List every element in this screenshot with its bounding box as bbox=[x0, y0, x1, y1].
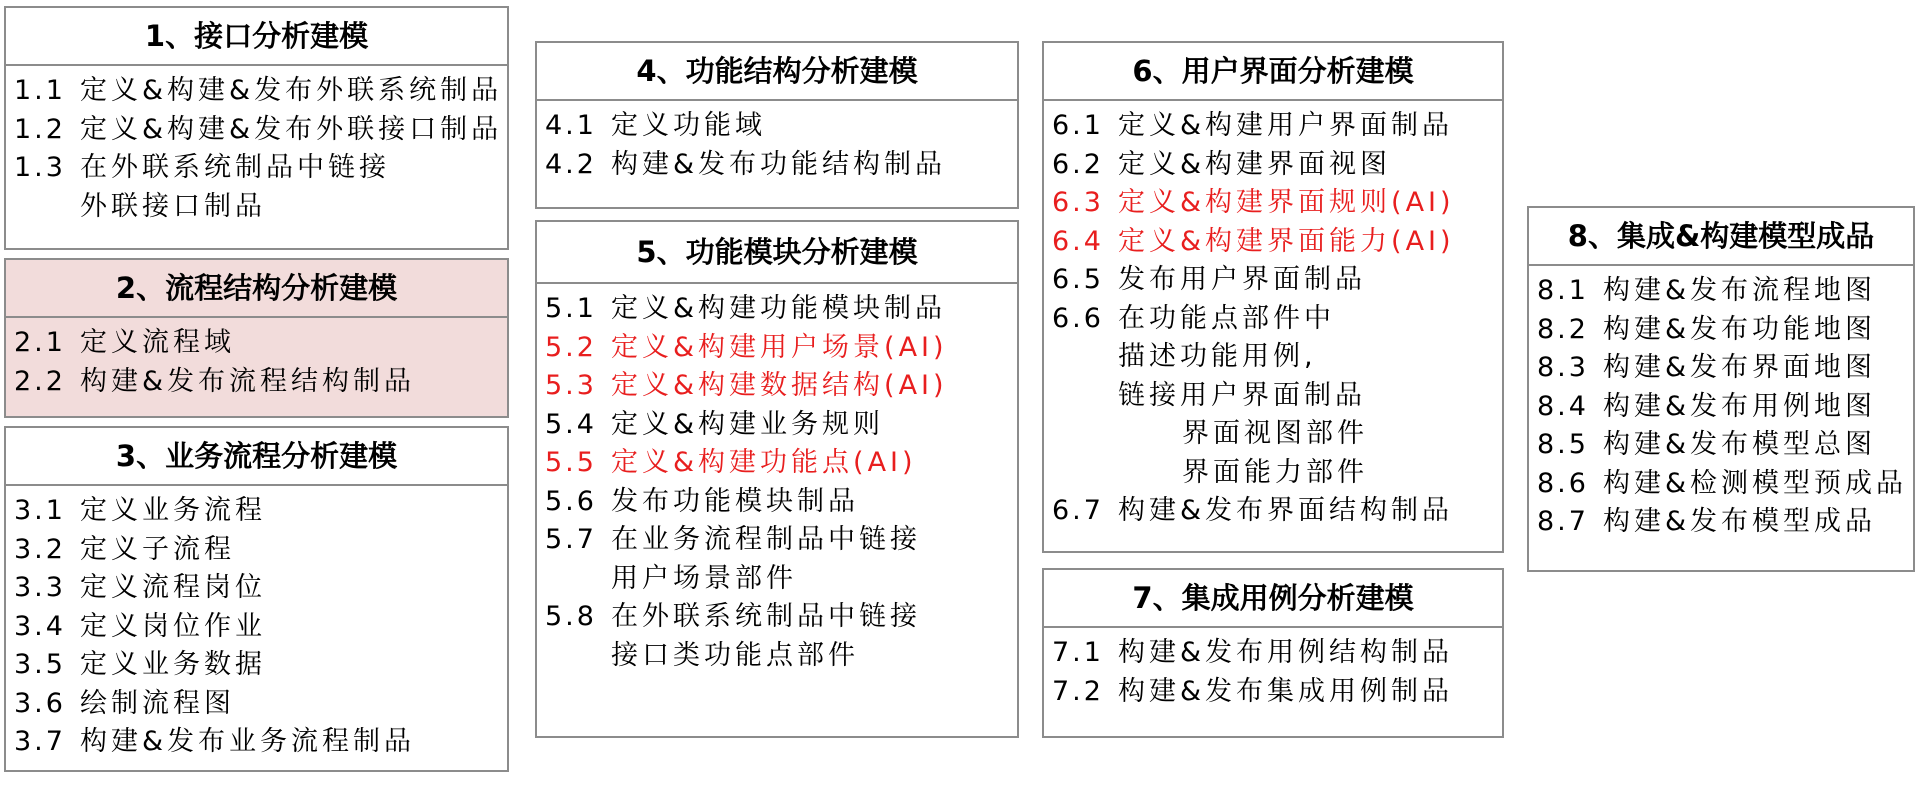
item-number: 1.3 bbox=[14, 152, 66, 183]
box-title: 7、集成用例分析建模 bbox=[1044, 570, 1502, 628]
box-title: 6、用户界面分析建模 bbox=[1044, 43, 1502, 101]
item-number: 3.6 bbox=[14, 687, 66, 719]
item-number: 8.2 bbox=[1537, 313, 1589, 345]
item-number: 6.2 bbox=[1052, 148, 1104, 180]
box-title: 8、集成&构建模型成品 bbox=[1529, 208, 1913, 266]
item-text: 定义业务流程 bbox=[80, 495, 266, 526]
item-text: 构建&发布集成用例制品 bbox=[1118, 675, 1454, 707]
item-text: 构建&发布模型总图 bbox=[1603, 429, 1877, 460]
item-number: 6.3 bbox=[1052, 187, 1104, 218]
list-item bbox=[1052, 146, 1502, 185]
item-number: 5.6 bbox=[545, 485, 597, 517]
item-number: 7.2 bbox=[1052, 675, 1104, 707]
list-item bbox=[14, 149, 507, 226]
list-item bbox=[545, 521, 1017, 598]
item-text-continued: 链接用户界面制品 bbox=[1118, 379, 1366, 411]
list-item bbox=[14, 72, 507, 111]
item-text: 定义&构建用户界面制品 bbox=[1118, 110, 1454, 141]
item-number: 5.1 bbox=[545, 293, 597, 324]
item-text-continued: 用户场景部件 bbox=[611, 562, 797, 594]
item-number: 4.2 bbox=[545, 148, 597, 180]
box-items bbox=[1044, 628, 1502, 711]
item-number: 8.5 bbox=[1537, 429, 1589, 460]
item-text: 构建&发布用例地图 bbox=[1603, 390, 1877, 422]
item-number: 8.7 bbox=[1537, 506, 1589, 537]
item-number: 2.1 bbox=[14, 327, 66, 358]
item-number: 7.1 bbox=[1052, 637, 1104, 668]
item-sub-text: 界面能力部件 bbox=[1182, 456, 1368, 488]
item-text: 定义&构建用户场景(AI) bbox=[611, 331, 948, 363]
item-text: 定义&构建数据结构(AI) bbox=[611, 370, 948, 401]
item-text: 发布用户界面制品 bbox=[1118, 264, 1366, 295]
list-item bbox=[14, 492, 507, 531]
box-items bbox=[6, 66, 507, 226]
box-integrate-build-model-product bbox=[1527, 206, 1915, 572]
list-item bbox=[545, 483, 1017, 522]
item-text: 定义功能域 bbox=[611, 110, 766, 141]
list-item-ai bbox=[545, 329, 1017, 368]
item-number: 6.1 bbox=[1052, 110, 1104, 141]
item-number: 3.7 bbox=[14, 726, 66, 757]
list-item bbox=[14, 646, 507, 685]
box-function-structure-analysis bbox=[535, 41, 1019, 209]
item-number: 8.3 bbox=[1537, 352, 1589, 383]
item-text-continued: 描述功能用例, bbox=[1118, 341, 1317, 372]
item-text: 在功能点部件中 bbox=[1118, 302, 1335, 334]
box-title: 4、功能结构分析建模 bbox=[537, 43, 1017, 101]
item-text: 构建&发布流程地图 bbox=[1603, 275, 1877, 306]
list-item bbox=[14, 324, 507, 363]
box-integration-usecase-analysis bbox=[1042, 568, 1504, 738]
item-number: 3.2 bbox=[14, 533, 66, 565]
item-text: 在外联系统制品中链接 bbox=[611, 601, 921, 632]
item-text: 构建&发布功能地图 bbox=[1603, 313, 1877, 345]
item-number: 8.6 bbox=[1537, 467, 1589, 499]
box-items bbox=[537, 101, 1017, 184]
item-text: 在外联系统制品中链接 bbox=[80, 152, 390, 183]
item-number: 3.4 bbox=[14, 610, 66, 642]
box-business-process-analysis bbox=[4, 426, 509, 772]
item-text: 定义&构建功能模块制品 bbox=[611, 293, 947, 324]
item-number: 6.4 bbox=[1052, 225, 1104, 257]
box-title: 1、接口分析建模 bbox=[6, 8, 507, 66]
list-item bbox=[14, 363, 507, 402]
list-item bbox=[14, 531, 507, 570]
item-text-continued: 接口类功能点部件 bbox=[611, 639, 859, 671]
list-item bbox=[14, 111, 507, 150]
item-text: 定义业务数据 bbox=[80, 649, 266, 680]
list-item bbox=[1052, 492, 1502, 531]
item-number: 3.3 bbox=[14, 572, 66, 603]
list-item bbox=[14, 723, 507, 762]
list-item bbox=[1052, 634, 1502, 673]
item-text: 构建&发布流程结构制品 bbox=[80, 365, 416, 397]
item-number: 6.6 bbox=[1052, 302, 1104, 334]
list-item bbox=[1537, 272, 1913, 311]
item-text: 定义子流程 bbox=[80, 533, 235, 565]
item-number: 1.1 bbox=[14, 75, 66, 106]
item-text: 定义&构建界面视图 bbox=[1118, 148, 1392, 180]
list-item-ai bbox=[1052, 223, 1502, 262]
item-text: 构建&检测模型预成品 bbox=[1603, 467, 1908, 499]
box-function-module-analysis bbox=[535, 220, 1019, 738]
item-text: 定义流程岗位 bbox=[80, 572, 266, 603]
item-number: 5.3 bbox=[545, 370, 597, 401]
item-text: 构建&发布功能结构制品 bbox=[611, 148, 947, 180]
item-number: 3.1 bbox=[14, 495, 66, 526]
list-item bbox=[1052, 261, 1502, 300]
list-item-ai bbox=[545, 444, 1017, 483]
item-number: 6.7 bbox=[1052, 495, 1104, 526]
box-interface-analysis bbox=[4, 6, 509, 250]
list-item-ai bbox=[1052, 184, 1502, 223]
item-number: 6.5 bbox=[1052, 264, 1104, 295]
item-text: 构建&发布界面结构制品 bbox=[1118, 495, 1454, 526]
item-number: 5.8 bbox=[545, 601, 597, 632]
box-items bbox=[6, 486, 507, 762]
item-text: 在业务流程制品中链接 bbox=[611, 524, 921, 555]
list-item bbox=[14, 685, 507, 724]
list-item bbox=[1537, 503, 1913, 542]
item-number: 8.1 bbox=[1537, 275, 1589, 306]
item-number: 2.2 bbox=[14, 365, 66, 397]
box-items bbox=[1044, 101, 1502, 531]
item-number: 5.2 bbox=[545, 331, 597, 363]
box-process-structure-analysis bbox=[4, 258, 509, 418]
box-title: 2、流程结构分析建模 bbox=[6, 260, 507, 318]
box-user-interface-analysis bbox=[1042, 41, 1504, 553]
item-text: 构建&发布模型成品 bbox=[1603, 506, 1877, 537]
item-text: 发布功能模块制品 bbox=[611, 485, 859, 517]
list-item bbox=[1052, 673, 1502, 712]
item-text: 定义&构建&发布外联系统制品 bbox=[80, 75, 503, 106]
list-item bbox=[1052, 300, 1502, 493]
box-items bbox=[1529, 266, 1913, 542]
list-item bbox=[14, 608, 507, 647]
list-item bbox=[1537, 388, 1913, 427]
item-text-continued: 外联接口制品 bbox=[80, 190, 266, 222]
box-title: 3、业务流程分析建模 bbox=[6, 428, 507, 486]
list-item bbox=[1537, 465, 1913, 504]
list-item bbox=[545, 107, 1017, 146]
box-items bbox=[6, 318, 507, 401]
item-text: 定义&构建&发布外联接口制品 bbox=[80, 113, 503, 145]
list-item bbox=[1537, 426, 1913, 465]
list-item bbox=[545, 146, 1017, 185]
box-title: 5、功能模块分析建模 bbox=[537, 222, 1017, 284]
item-text: 构建&发布业务流程制品 bbox=[80, 726, 416, 757]
item-sub-text: 界面视图部件 bbox=[1182, 418, 1368, 449]
item-text: 构建&发布用例结构制品 bbox=[1118, 637, 1454, 668]
item-number: 8.4 bbox=[1537, 390, 1589, 422]
list-item bbox=[14, 569, 507, 608]
list-item-ai bbox=[545, 367, 1017, 406]
item-text: 构建&发布界面地图 bbox=[1603, 352, 1877, 383]
list-item bbox=[545, 290, 1017, 329]
item-number: 1.2 bbox=[14, 113, 66, 145]
item-number: 5.4 bbox=[545, 408, 597, 440]
item-text: 定义流程域 bbox=[80, 327, 235, 358]
item-text: 定义&构建界面规则(AI) bbox=[1118, 187, 1455, 218]
list-item bbox=[545, 406, 1017, 445]
item-text: 定义岗位作业 bbox=[80, 610, 266, 642]
list-item bbox=[1537, 349, 1913, 388]
item-number: 5.5 bbox=[545, 447, 597, 478]
box-items bbox=[537, 284, 1017, 675]
list-item bbox=[545, 598, 1017, 675]
item-number: 5.7 bbox=[545, 524, 597, 555]
item-text: 定义&构建业务规则 bbox=[611, 408, 885, 440]
list-item bbox=[1537, 311, 1913, 350]
item-number: 4.1 bbox=[545, 110, 597, 141]
item-number: 3.5 bbox=[14, 649, 66, 680]
list-item bbox=[1052, 107, 1502, 146]
item-text: 绘制流程图 bbox=[80, 687, 235, 719]
item-text: 定义&构建功能点(AI) bbox=[611, 447, 917, 478]
item-text: 定义&构建界面能力(AI) bbox=[1118, 225, 1455, 257]
